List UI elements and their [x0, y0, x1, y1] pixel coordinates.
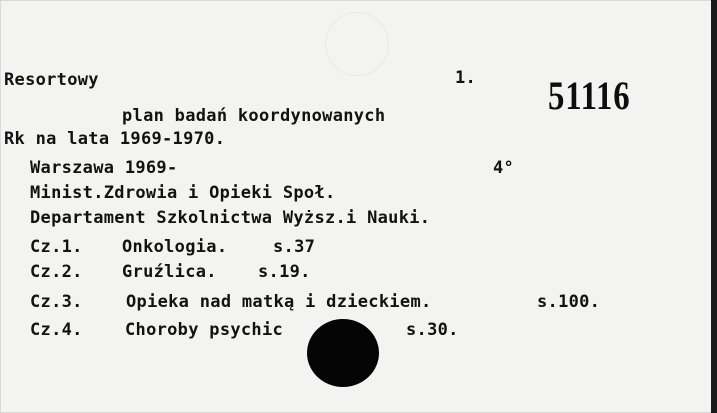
part-title: Gruźlica. [122, 262, 217, 282]
punch-hole [307, 319, 379, 387]
part-label: Cz.1. [30, 237, 83, 257]
part-pages: s.37 [273, 237, 316, 257]
faint-seal-mark [325, 12, 389, 76]
part-label: Cz.4. [30, 320, 83, 340]
department-line: Departament Szkolnictwa Wyższ.i Nauki. [30, 208, 431, 228]
scan-edge [711, 0, 717, 413]
place-year-line: Warszawa 1969- [30, 158, 178, 178]
part-pages: s.19. [258, 262, 311, 282]
format-mark: 4° [493, 158, 515, 178]
volume-number: 1. [455, 68, 477, 88]
catalog-number-stamp: 51116 [548, 73, 631, 118]
subtitle-line: plan badań koordynowanych [122, 106, 386, 126]
part-pages: s.100. [537, 292, 601, 312]
header-word: Resortowy [4, 70, 99, 90]
part-pages: s.30. [406, 320, 459, 340]
part-title: Choroby psychic [125, 320, 284, 340]
years-line: Rk na lata 1969-1970. [4, 129, 226, 149]
ministry-line: Minist.Zdrowia i Opieki Społ. [30, 183, 336, 203]
part-label: Cz.3. [30, 292, 83, 312]
part-title: Onkologia. [122, 237, 228, 257]
part-label: Cz.2. [30, 262, 83, 282]
part-title: Opieka nad matką i dzieckiem. [126, 292, 432, 312]
